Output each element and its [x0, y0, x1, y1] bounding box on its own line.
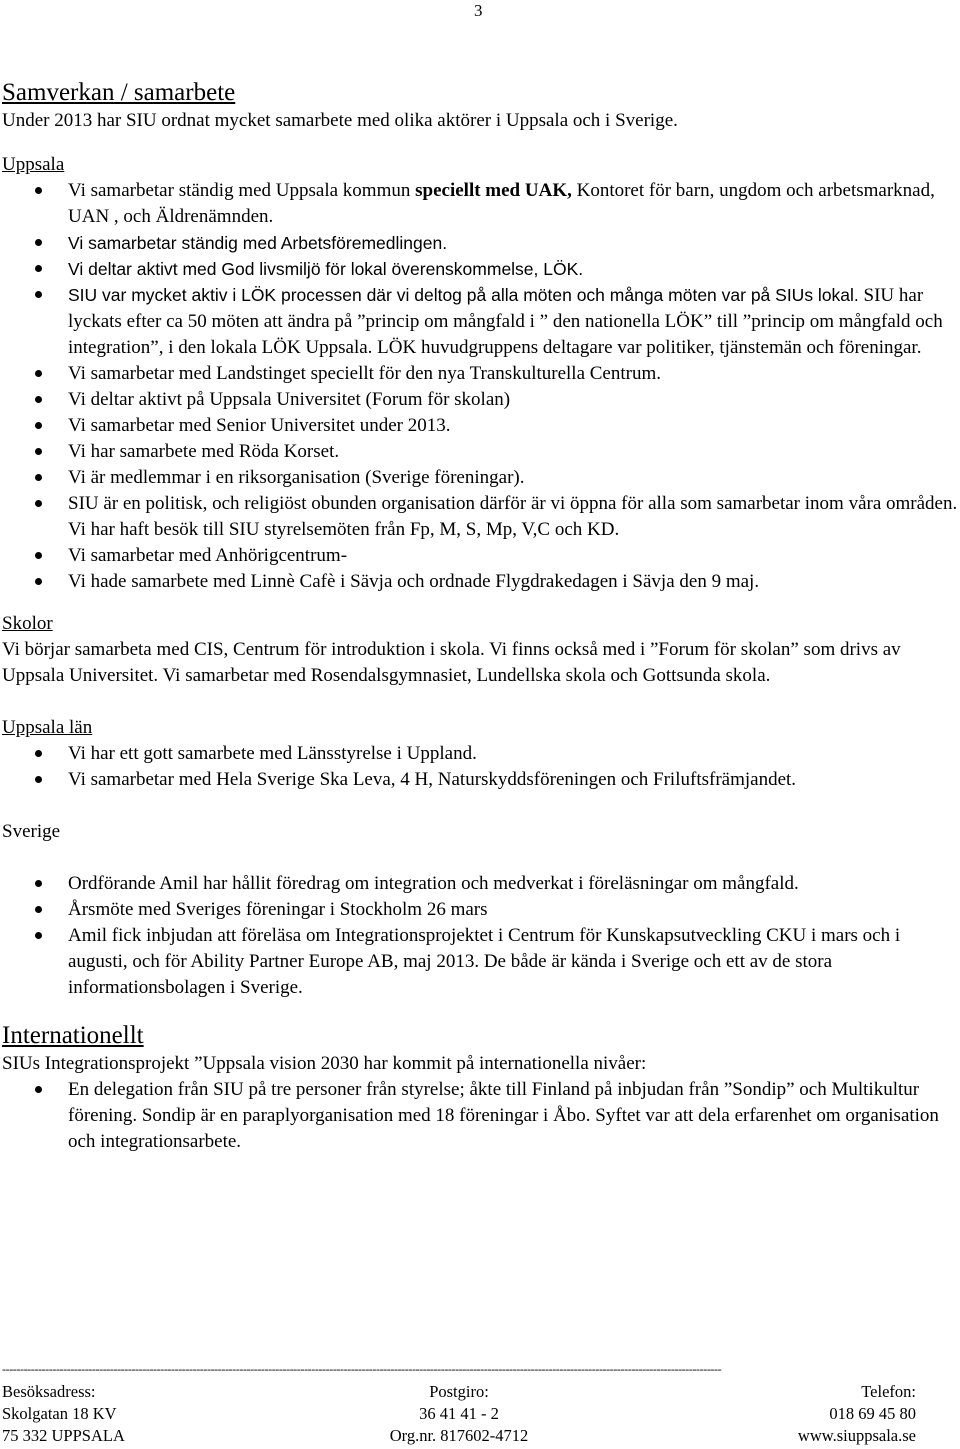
footer-city: 75 332 UPPSALA [2, 1426, 125, 1445]
section-heading-uppsala-lan: Uppsala län [2, 717, 93, 738]
section-heading-skolor: Skolor [2, 613, 53, 634]
list-item: Ordförande Amil har hållit föredrag om integration och medverkat i föreläsningar om mångfald. [2, 871, 958, 897]
footer-website: www.siuppsala.se [797, 1426, 916, 1445]
sverige-list [2, 871, 958, 1001]
list-item: Vi samarbetar med Landstinget speciellt för den nya Transkulturella Centrum. [2, 361, 958, 387]
document-body [2, 78, 958, 1155]
skolor-text: Vi börjar samarbeta med CIS, Centrum för introduktion i skola. Vi finns också med i ”Forum för skolan” som drivs av Uppsala Universitet. Vi samarbetar med Rosendalsgymnasiet, Lundellska skola och Gottsunda skola. [2, 639, 901, 686]
list-item: Vi samarbetar med Senior Universitet under 2013. [2, 413, 958, 439]
footer-row [2, 1403, 916, 1425]
footer-divider: -------------------------------------------------------------------------------------------------------------------------------------------------------------------------------------------------------- [2, 1363, 722, 1375]
section-heading-sverige: Sverige [2, 821, 61, 842]
list-item-text: SIU har lyckats efter ca 50 möten att ändra på ”princip om mångfald i ” den nationella LÖK” till ”princip om mångfald och integration”, i den lokala LÖK Uppsala. LÖK huvudgruppens deltagare var politiker, tjänstemän och föreningar. [68, 285, 943, 358]
uppsala-list [2, 178, 958, 595]
list-item: Vi har ett gott samarbete med Länsstyrelse i Uppland. [2, 741, 958, 767]
section-heading-uppsala: Uppsala [2, 154, 65, 175]
footer-phone: 018 69 45 80 [829, 1404, 916, 1423]
page-title: Samverkan / samarbete [2, 79, 236, 106]
footer [2, 1363, 916, 1447]
footer-street: Skolgatan 18 KV [2, 1404, 117, 1423]
list-item: Årsmöte med Sveriges föreningar i Stockholm 26 mars [2, 897, 958, 923]
list-item: Amil fick inbjudan att föreläsa om Integrationsprojektet i Centrum för Kunskapsutveckling CKU i mars och i augusti, och för Ability Partner Europe AB, maj 2013. De både är kända i Sverige och ett av de stora informationsbolagen i Sverige. [2, 923, 958, 1001]
list-item-text: Kontoret för barn, ungdom och arbetsmarknad, UAN , och Äldrenämnden. [68, 180, 935, 227]
list-item: Vi har samarbete med Röda Korset. [2, 439, 958, 465]
footer-address-label: Besöksadress: [2, 1382, 96, 1401]
intro-text: Under 2013 har SIU ordnat mycket samarbete med olika aktörer i Uppsala och i Sverige. [2, 110, 678, 131]
list-item-text: Vi samarbetar ständig med Uppsala kommun [68, 180, 416, 201]
footer-orgnr: Org.nr. 817602-4712 [389, 1426, 529, 1445]
list-item [2, 282, 958, 361]
footer-postgiro: 36 41 41 - 2 [419, 1404, 499, 1423]
footer-row [2, 1381, 916, 1403]
list-item: Vi är medlemmar i en riksorganisation (Sverige föreningar). [2, 465, 958, 491]
list-item: Vi samarbetar med Hela Sverige Ska Leva, 4 H, Naturskyddsföreningen och Friluftsfrämjandet. [2, 767, 958, 793]
list-item: Vi samarbetar med Anhörigcentrum- [2, 543, 958, 569]
list-item-bold: speciellt med UAK, [415, 180, 572, 201]
section-heading-internationellt: Internationellt [2, 1022, 144, 1049]
list-item: Vi deltar aktivt med God livsmiljö för lokal överenskommelse, LÖK. [2, 256, 958, 282]
uppsala-lan-list [2, 741, 958, 793]
footer-row [2, 1425, 916, 1447]
internationellt-intro: SIUs Integrationsprojekt ”Uppsala vision 2030 har kommit på internationella nivåer: [2, 1053, 647, 1074]
list-item: En delegation från SIU på tre personer från styrelse; åkte till Finland på inbjudan från ”Sondip” och Multikultur förening. Sondip är en paraplyorganisation med 18 föreningar i Åbo. Syftet var att dela erfarenhet om organisation och integrationsarbete. [2, 1077, 958, 1155]
footer-postgiro-label: Postgiro: [429, 1382, 489, 1401]
list-item [2, 178, 958, 230]
list-item: SIU är en politisk, och religiöst obunden organisation därför är vi öppna för alla som samarbetar inom våra områden. Vi har haft besök till SIU styrelsemöten från Fp, M, S, Mp, V,C och KD. [2, 491, 958, 543]
list-item: Vi hade samarbete med Linnè Cafè i Sävja och ordnade Flygdrakedagen i Sävja den 9 maj. [2, 569, 958, 595]
list-item: Vi deltar aktivt på Uppsala Universitet (Forum för skolan) [2, 387, 958, 413]
list-item-text: SIU var mycket aktiv i LÖK processen där vi deltog på alla möten och många möten var på SIUs lokal. [68, 285, 859, 305]
page-number: 3 [474, 1, 483, 20]
internationellt-list [2, 1077, 958, 1155]
list-item: Vi samarbetar ständig med Arbetsföremedlingen. [2, 230, 958, 256]
footer-phone-label: Telefon: [861, 1382, 916, 1401]
